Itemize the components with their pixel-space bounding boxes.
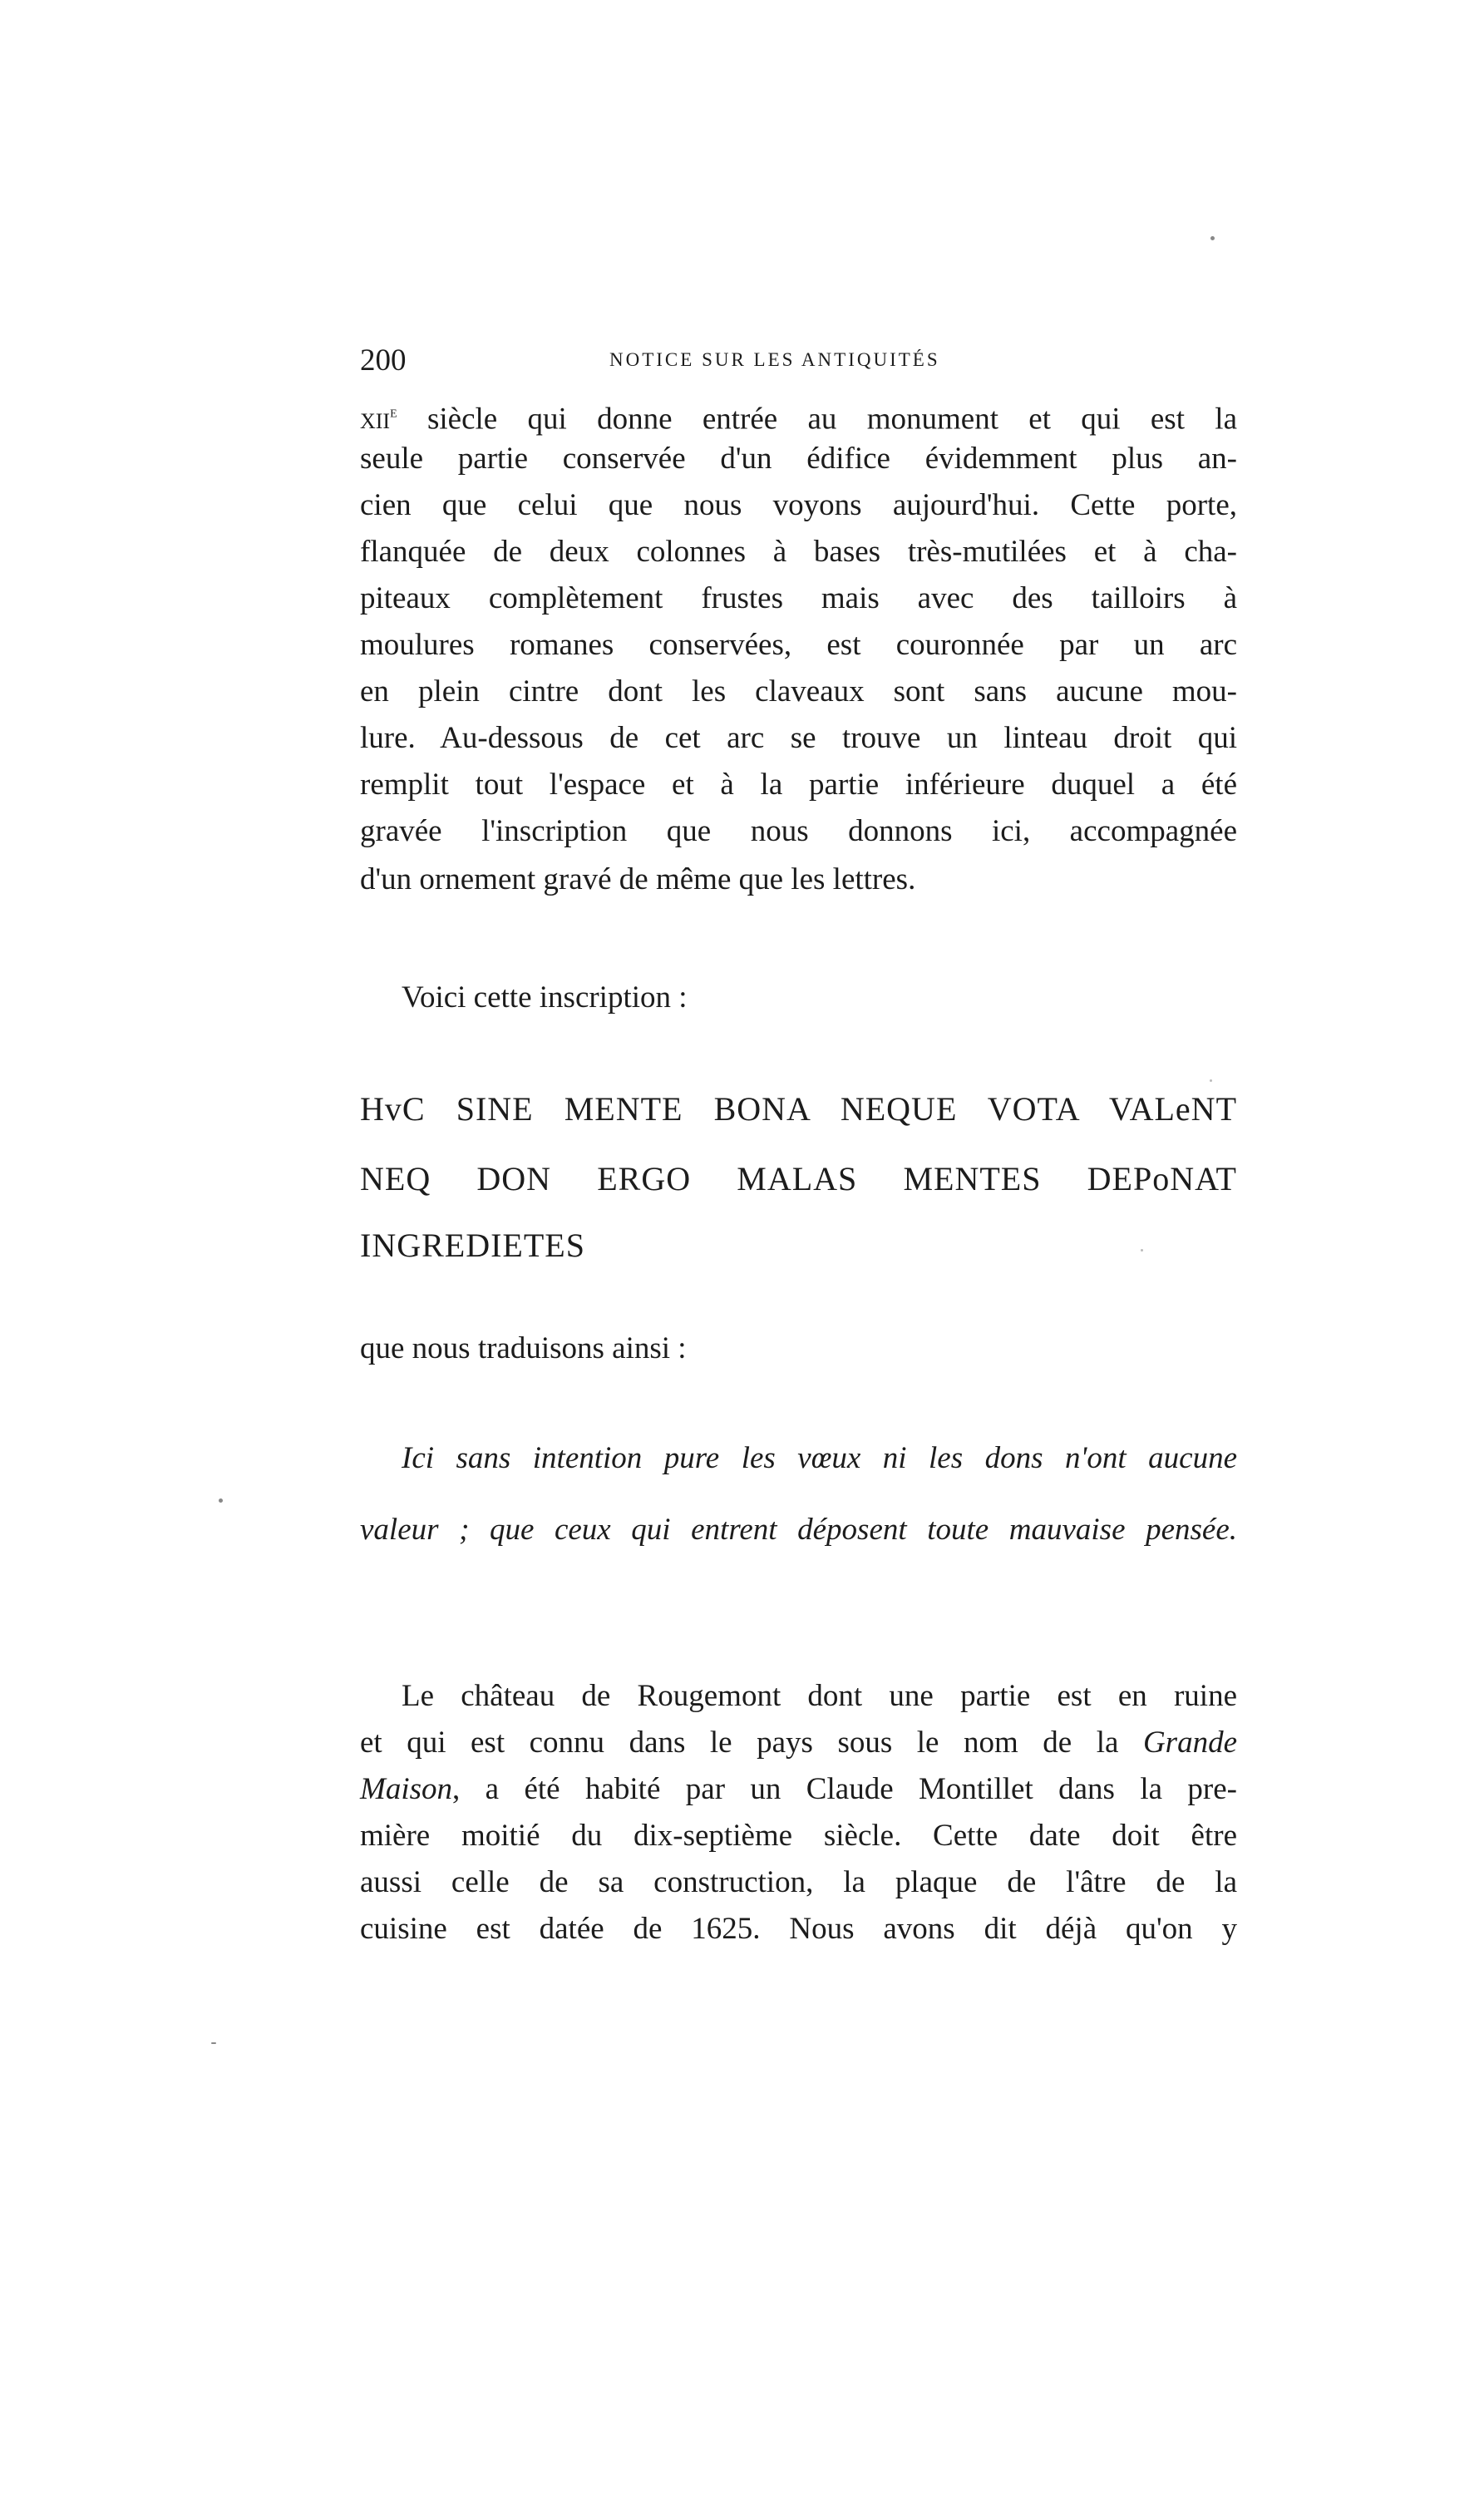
paragraph2-line: mière moitié du dix-septième siècle. Cette date doit être	[360, 1819, 1237, 1853]
paragraph1-line: d'un ornement gravé de même que les lettres.	[360, 862, 916, 896]
paragraph2-line	[360, 1720, 1237, 1766]
place-name-maison: Maison	[360, 1772, 452, 1806]
scan-speck	[1210, 1079, 1212, 1082]
inscription-line: INGREDIETES	[360, 1227, 585, 1264]
century-numeral: xii$^e$	[360, 402, 397, 437]
paragraph1-line: seule partie conservée d'un édifice évidemment plus an-	[360, 442, 1237, 476]
translation-line: Ici sans intention pure les vœux ni les dons n'ont aucune	[402, 1441, 1237, 1475]
paragraph2-line	[360, 1766, 1237, 1813]
paragraph1-line: piteaux complètement frustes mais avec des tailloirs à	[360, 581, 1237, 615]
running-header	[360, 336, 1237, 383]
paragraph1-line: gravée l'inscription que nous donnons ici, accompagnée	[360, 814, 1237, 848]
inscription-line: NEQ DON ERGO MALAS MENTES DEPoNAT	[360, 1160, 1237, 1197]
scan-speck	[211, 2042, 216, 2044]
paragraph1-line-rest: siècle qui donne entrée au monument et qui est la	[397, 402, 1237, 437]
place-name-grande: Grande	[1142, 1726, 1237, 1760]
translation-line: valeur ; que ceux qui entrent déposent toute mauvaise pensée.	[360, 1513, 1237, 1547]
paragraph2-line: Le château de Rougemont dont une partie est en ruine	[402, 1679, 1237, 1713]
paragraph2-line-rest: , a été habité par un Claude Montillet dans la pre-	[452, 1772, 1237, 1806]
paragraph1-line: moulures romanes conservées, est couronnée par un arc	[360, 628, 1237, 662]
translation-intro: que nous traduisons ainsi :	[360, 1331, 687, 1365]
paragraph1-line: flanquée de deux colonnes à bases très-mutilées et à cha-	[360, 535, 1237, 569]
paragraph2-line: aussi celle de sa construction, la plaque de l'âtre de la	[360, 1865, 1237, 1899]
paragraph1-line: en plein cintre dont les claveaux sont sans aucune mou-	[360, 674, 1237, 708]
inscription-line: HvC SINE MENTE BONA NEQUE VOTA VALeNT	[360, 1090, 1237, 1128]
paragraph1-line	[360, 389, 1237, 436]
running-title: NOTICE SUR LES ANTIQUITÉS	[609, 349, 940, 370]
paragraph2-line: cuisine est datée de 1625. Nous avons dit déjà qu'on y	[360, 1912, 1237, 1946]
inscription-intro: Voici cette inscription :	[402, 980, 688, 1015]
paragraph2-line-start: et qui est connu dans le pays sous le nom de la	[360, 1726, 1143, 1760]
page-number: 200	[360, 343, 407, 378]
scan-speck	[1141, 1249, 1143, 1252]
scan-speck	[1210, 236, 1215, 240]
scan-speck	[219, 1498, 223, 1503]
paragraph1-line: remplit tout l'espace et à la partie inférieure duquel a été	[360, 768, 1237, 802]
paragraph1-line: cien que celui que nous voyons aujourd'hui. Cette porte,	[360, 488, 1237, 522]
paragraph1-line: lure. Au-dessous de cet arc se trouve un linteau droit qui	[360, 721, 1237, 755]
